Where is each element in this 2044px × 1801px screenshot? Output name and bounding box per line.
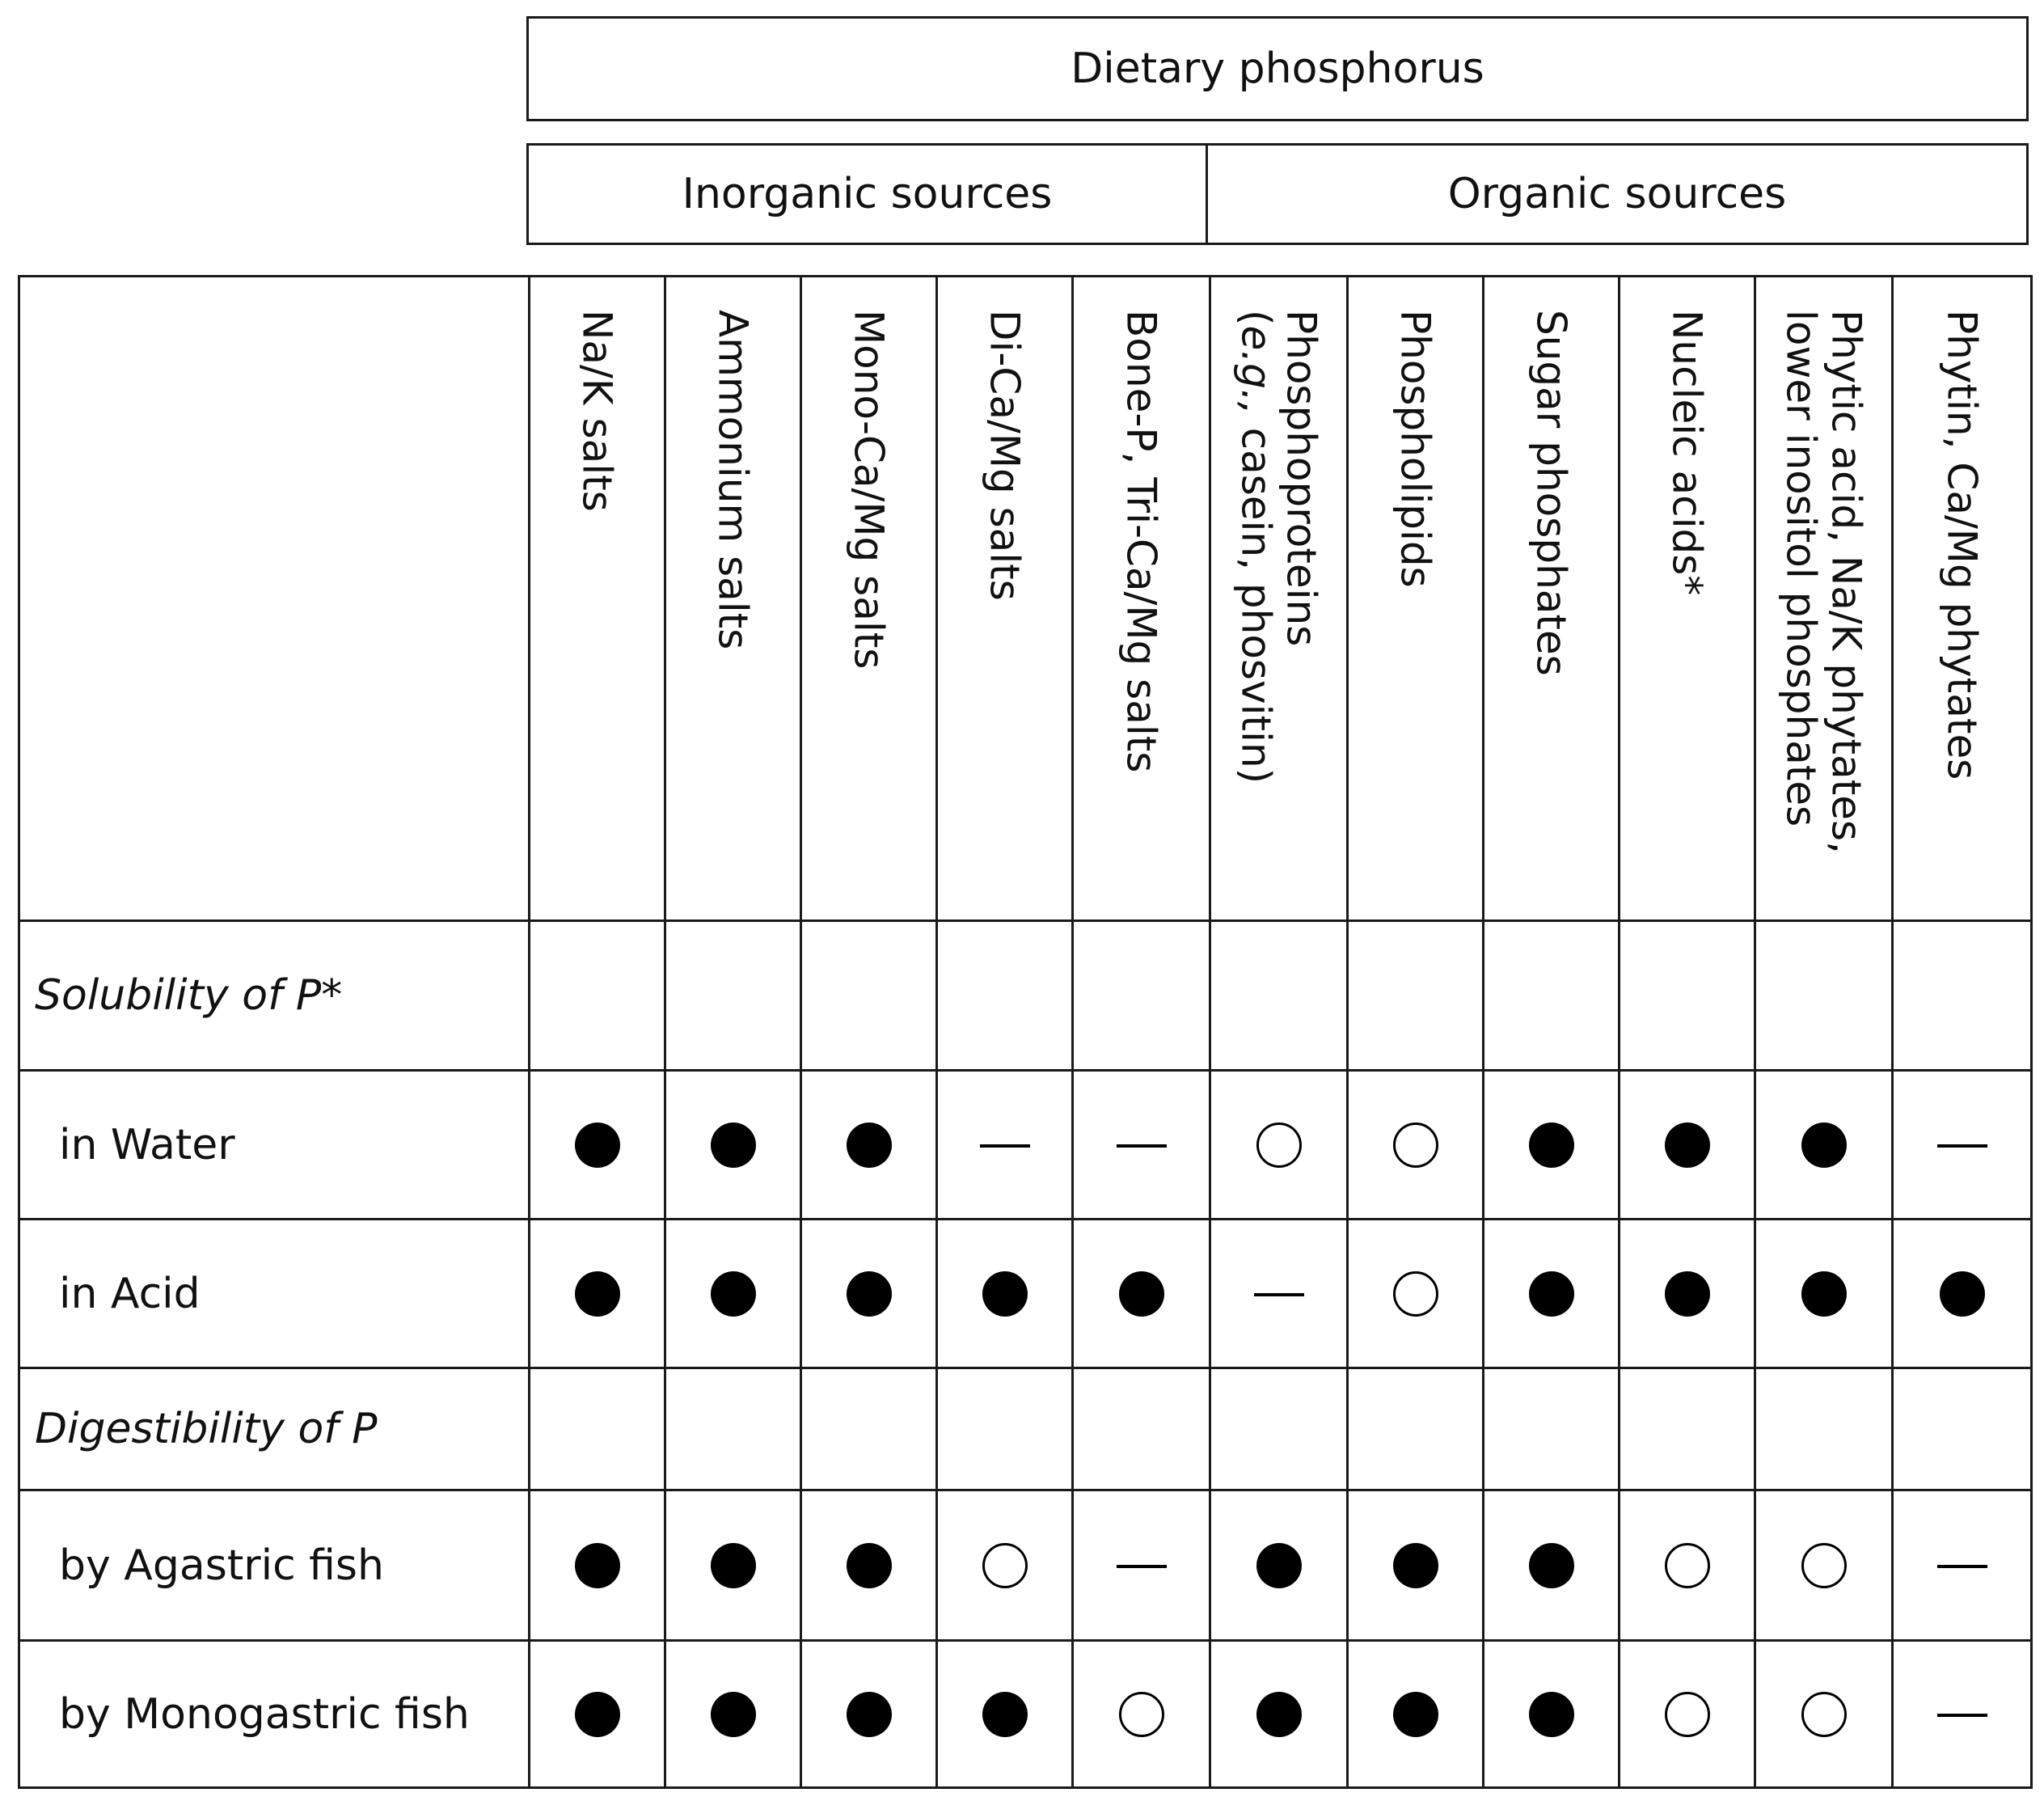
symbol-cell: [937, 1071, 1073, 1220]
symbol-cell: [665, 1641, 801, 1788]
inorganic-sources-header: [526, 143, 1208, 245]
column-header: [665, 277, 801, 921]
section-label-solubility: Solubility of P*: [19, 921, 530, 1071]
symbol-cell: [1484, 1071, 1620, 1220]
section-row-digestibility: [19, 1368, 2032, 1490]
open-circle-icon: [1801, 1543, 1847, 1588]
filled-circle-icon: [982, 1271, 1028, 1317]
column-header: [801, 277, 937, 921]
filled-circle-icon: [1801, 1122, 1847, 1168]
column-header: [530, 277, 665, 921]
column-header: [1073, 277, 1210, 921]
filled-circle-icon: [575, 1122, 620, 1168]
column-header-label: Phospholipids: [1392, 310, 1439, 588]
symbol-cell: [1073, 1641, 1210, 1788]
column-header: [1484, 277, 1620, 921]
dash-icon: [980, 1144, 1030, 1148]
open-circle-icon: [1801, 1692, 1847, 1737]
symbol-cell: [1893, 1220, 2032, 1368]
filled-circle-icon: [1665, 1122, 1710, 1168]
inorganic-sources-label: Inorganic sources: [682, 170, 1053, 218]
column-header-label: Bone-P, Tri-Ca/Mg salts: [1117, 310, 1165, 773]
symbol-cell: [1348, 1490, 1484, 1641]
column-header-label: Nucleic acids*: [1663, 310, 1711, 596]
filled-circle-icon: [1940, 1271, 1985, 1317]
column-header-row: [19, 277, 2032, 921]
organic-sources-label: Organic sources: [1447, 170, 1787, 218]
filled-circle-icon: [711, 1122, 756, 1168]
open-circle-icon: [1665, 1543, 1710, 1588]
symbol-cell: [1210, 1641, 1348, 1788]
symbol-cell: [1893, 1490, 2032, 1641]
dash-icon: [1117, 1144, 1167, 1148]
symbol-cell: [1484, 1641, 1620, 1788]
dash-icon: [1117, 1565, 1167, 1568]
column-header-label: Na/K salts: [573, 310, 621, 512]
open-circle-icon: [1393, 1122, 1438, 1168]
symbol-cell: [1073, 1071, 1210, 1220]
open-circle-icon: [1256, 1122, 1302, 1168]
section-label-digestibility: Digestibility of P: [19, 1368, 530, 1490]
phosphorus-sources-table: [18, 275, 2033, 1789]
filled-circle-icon: [1529, 1271, 1574, 1317]
symbol-cell: [1484, 1490, 1620, 1641]
open-circle-icon: [1119, 1692, 1164, 1737]
dash-icon: [1254, 1293, 1304, 1296]
row-label: by Agastric fish: [19, 1490, 530, 1641]
column-header-label: Phytin, Ca/Mg phytates: [1938, 310, 1986, 780]
symbol-cell: [665, 1071, 801, 1220]
symbol-cell: [1620, 1490, 1755, 1641]
column-header-label: (e.g., casein, phosvitin): [1232, 310, 1280, 784]
row-label: in Water: [19, 1071, 530, 1220]
column-header: [1755, 277, 1893, 921]
symbol-cell: [1348, 1071, 1484, 1220]
dash-icon: [1937, 1565, 1987, 1568]
symbol-cell: [665, 1490, 801, 1641]
symbol-cell: [1620, 1641, 1755, 1788]
column-header: [1893, 277, 2032, 921]
open-circle-icon: [982, 1543, 1028, 1588]
symbol-cell: [801, 1071, 937, 1220]
column-header-label: Sugar phosphates: [1527, 310, 1575, 676]
filled-circle-icon: [711, 1692, 756, 1737]
organic-sources-header: [1206, 143, 2029, 245]
open-circle-icon: [1393, 1271, 1438, 1317]
symbol-cell: [1755, 1490, 1893, 1641]
filled-circle-icon: [1529, 1122, 1574, 1168]
symbol-cell: [1210, 1490, 1348, 1641]
dash-icon: [1937, 1714, 1987, 1717]
symbol-cell: [937, 1490, 1073, 1641]
symbol-cell: [1893, 1071, 2032, 1220]
symbol-cell: [1210, 1220, 1348, 1368]
filled-circle-icon: [1256, 1692, 1302, 1737]
column-header-label: Mono-Ca/Mg salts: [845, 310, 893, 670]
column-header: [1210, 277, 1348, 921]
symbol-cell: [937, 1641, 1073, 1788]
filled-circle-icon: [982, 1692, 1028, 1737]
column-header-label: Phosphoproteins: [1278, 310, 1325, 647]
symbol-cell: [937, 1220, 1073, 1368]
symbol-cell: [530, 1071, 665, 1220]
column-header: [937, 277, 1073, 921]
symbol-cell: [801, 1490, 937, 1641]
open-circle-icon: [1665, 1692, 1710, 1737]
table-row: [19, 1220, 2032, 1368]
symbol-cell: [530, 1641, 665, 1788]
column-header-label: lower inositol phosphates: [1777, 310, 1825, 827]
table-row: [19, 1071, 2032, 1220]
corner-cell: [19, 277, 530, 921]
table-row: [19, 1490, 2032, 1641]
column-header-label: Di-Ca/Mg salts: [981, 310, 1028, 601]
filled-circle-icon: [711, 1543, 756, 1588]
column-header: [1348, 277, 1484, 921]
column-header-label: Phytic acid, Na/K phytates,: [1822, 310, 1870, 854]
filled-circle-icon: [847, 1271, 892, 1317]
symbol-cell: [1073, 1490, 1210, 1641]
dietary-phosphorus-header: [526, 16, 2029, 121]
section-row-solubility: [19, 921, 2032, 1071]
symbol-cell: [665, 1220, 801, 1368]
filled-circle-icon: [711, 1271, 756, 1317]
filled-circle-icon: [1529, 1692, 1574, 1737]
symbol-cell: [801, 1220, 937, 1368]
filled-circle-icon: [1393, 1543, 1438, 1588]
filled-circle-icon: [575, 1543, 620, 1588]
filled-circle-icon: [1393, 1692, 1438, 1737]
filled-circle-icon: [1529, 1543, 1574, 1588]
filled-circle-icon: [847, 1692, 892, 1737]
filled-circle-icon: [1256, 1543, 1302, 1588]
symbol-cell: [1620, 1071, 1755, 1220]
table-row: [19, 1641, 2032, 1788]
filled-circle-icon: [1665, 1271, 1710, 1317]
column-header-label: Ammonium salts: [709, 310, 757, 650]
symbol-cell: [1073, 1220, 1210, 1368]
symbol-cell: [801, 1641, 937, 1788]
dash-icon: [1937, 1144, 1987, 1148]
symbol-cell: [1893, 1641, 2032, 1788]
filled-circle-icon: [847, 1543, 892, 1588]
filled-circle-icon: [847, 1122, 892, 1168]
symbol-cell: [1620, 1220, 1755, 1368]
filled-circle-icon: [575, 1271, 620, 1317]
dietary-phosphorus-title: Dietary phosphorus: [1071, 44, 1484, 93]
symbol-cell: [1755, 1220, 1893, 1368]
filled-circle-icon: [1119, 1271, 1164, 1317]
symbol-cell: [530, 1490, 665, 1641]
symbol-cell: [1755, 1071, 1893, 1220]
row-label: in Acid: [19, 1220, 530, 1368]
column-header: [1620, 277, 1755, 921]
symbol-cell: [1348, 1641, 1484, 1788]
filled-circle-icon: [575, 1692, 620, 1737]
row-label: by Monogastric fish: [19, 1641, 530, 1788]
symbol-cell: [1348, 1220, 1484, 1368]
symbol-cell: [1484, 1220, 1620, 1368]
symbol-cell: [1210, 1071, 1348, 1220]
symbol-cell: [530, 1220, 665, 1368]
symbol-cell: [1755, 1641, 1893, 1788]
filled-circle-icon: [1801, 1271, 1847, 1317]
